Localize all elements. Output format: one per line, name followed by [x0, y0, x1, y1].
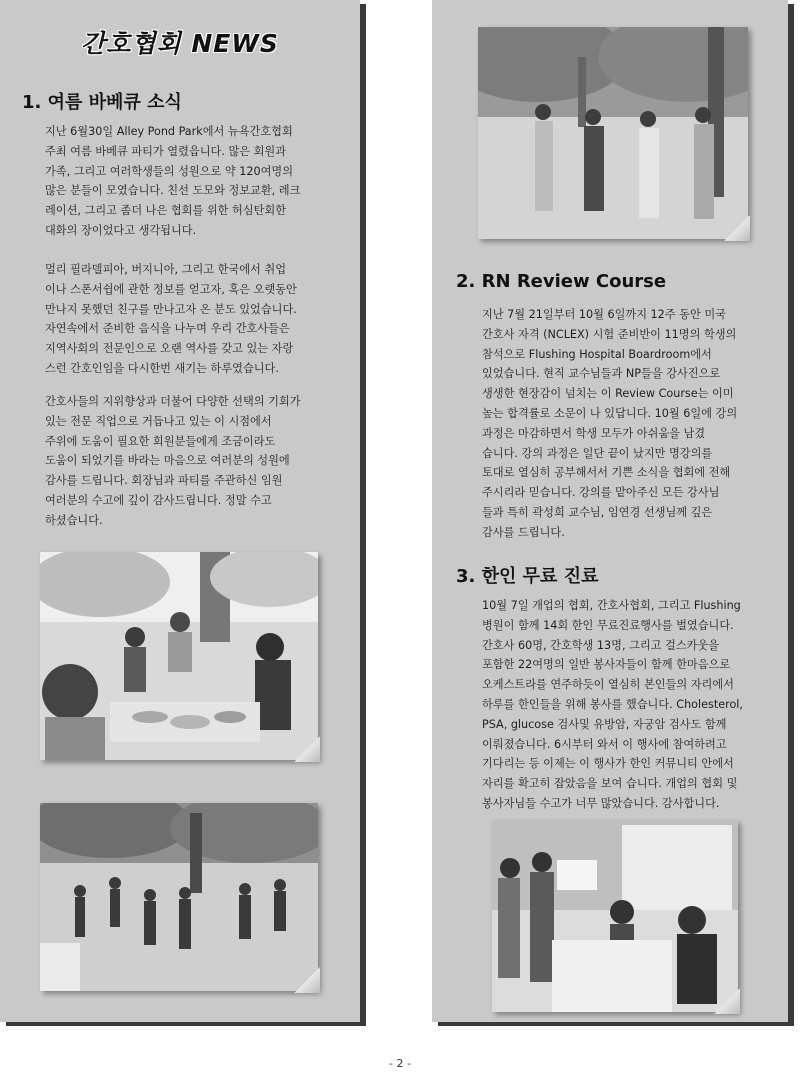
section1-paragraph-2: 멀리 필라델피아, 버지니아, 그리고 한국에서 취업 이나 스폰서쉽에 관한 정보를 얻고자, 혹은 오랫동안 만나지 못했던 친구를 만나고자 온 분도 있었습니다. 자연속에서 준비한 음식을 나누며 우리 간호사들은 지역사회의 전문인으로 오랜 역사를 갖고 있는 자랑 스런 간호인임을 다시한번 새기는 하루였습니다. [45, 263, 297, 375]
section2-paragraph: 지난 7월 21일부터 10월 6일까지 12주 동안 미국 간호사 자격 (NCLEX) 시험 준비반이 11명의 학생의 참석으로 Flushing Hospital Boardroom에서 있었습니다. 현직 교수님들과 NP들을 강사진으로 생생한 현장감이 넘치는 이 Review Course는 이미 높는 합격률로 소문이 나 있답니다. 10월 6일에 강의 과정은 마감하면서 학생 모두가 아쉬움을 남겼 습니다. 강의 과정은 일단 끝이 났지만 명강의를 토대로 열심히 공부해서서 기쁜 소식을 협회에 전해 주시리라 믿습니다. 강의를 맡아주신 모든 강사님 들과 특히 곽성희 교수님, 임연경 선생님께 깊은 감사를 드립니다. [482, 308, 738, 539]
section1-title: 1. 여름 바베큐 소식 [22, 92, 182, 113]
section1-paragraph-1: 지난 6월30일 Alley Pond Park에서 뉴욕간호협회 주최 여름 바베큐 파티가 열렸읍니다. 많은 회원과 가족, 그리고 여러학생들의 성원으로 약 120여명의 많은 분들이 모였습니다. 친선 도모와 정보교환, 레크 레이션, 그리고 좀더 나은 협회를 위한 허심탄회한 대화의 장이었다고 생각됩니다. [45, 125, 301, 237]
photo-park-gathering [478, 27, 748, 239]
masthead-title: 간호협회 NEWS [81, 29, 279, 58]
section1-paragraph-3: 간호사들의 지위향상과 더불어 다양한 선택의 기회가 있는 전문 직업으로 거듭나고 있는 이 시점에서 주위에 도움이 필요한 회원분들에게 조금이라도 도움이 되었기를 바라는 마음으로 여러분의 성원에 감사를 드립니다. 회장님과 파티를 주관하신 임원 여러분의 수고에 깊이 감사드립니다. 정말 수고 하셨습니다. [45, 395, 301, 527]
section3-title: 3. 한인 무료 진료 [456, 566, 599, 587]
page-number: - 2 - [389, 1057, 411, 1070]
photo-free-clinic [492, 820, 738, 1012]
photo-barbecue-buffet [40, 552, 318, 760]
section3-paragraph: 10월 7일 개업의 협회, 간호사협회, 그리고 Flushing 병원이 함께 14회 한인 무료진료행사를 벌였습니다. 간호사 60명, 간호학생 13명, 그리고 걸스카웃을 포함한 22여명의 일반 봉사자들이 함께 한마음으로 오케스트라를 연주하듯이 열심히 본인들의 자리에서 하루를 한인들을 위해 봉사를 했습니다. Cholesterol, PSA, glucose 검사및 유방암, 자궁암 검사도 함께 이뤄졌습니다. 6시부터 와서 이 행사에 참여하려고 기다리는 등 이제는 이 행사가 한인 커뮤니티 안에서 자리를 확고히 잡았음을 보여 습니다. 개업의 협회 및 봉사자님들 수고가 너무 많았습니다. 감사합니다. [482, 599, 743, 810]
photo-group-exercise-park [40, 803, 318, 991]
section2-title: 2. RN Review Course [456, 271, 667, 292]
